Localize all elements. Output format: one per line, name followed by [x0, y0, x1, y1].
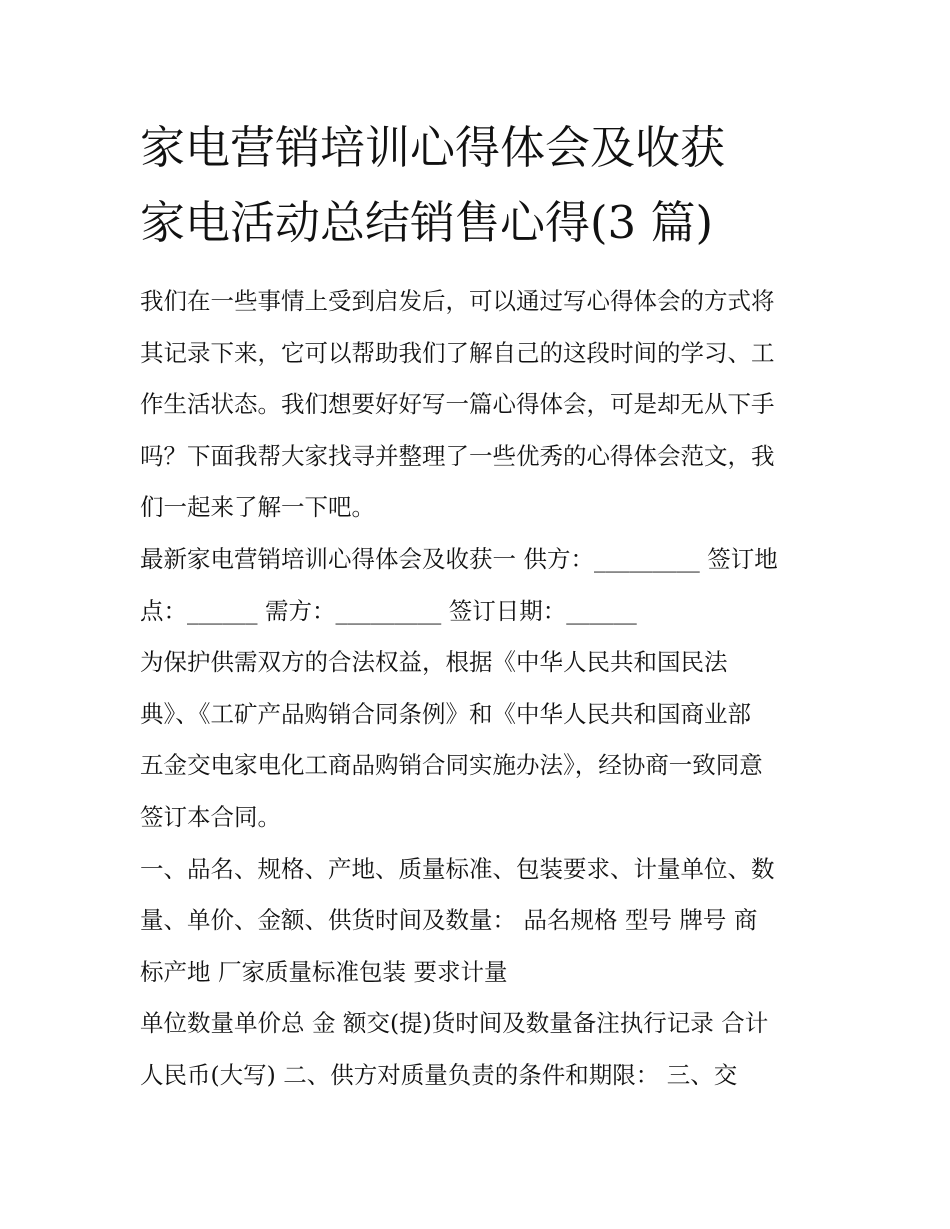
body-line: 们一起来了解一下吧。 [140, 493, 375, 522]
body-line: 量、单价、金额、供货时间及数量： 品名规格 型号 牌号 商 [140, 906, 758, 935]
body-line: 为保护供需双方的合法权益，根据《中华人民共和国民法 [140, 648, 728, 677]
body-line: 单位数量单价总 金 额交(提)货时间及数量备注执行记录 合计 [140, 1009, 769, 1038]
body-line: 人民币(大写) 二、供方对质量负责的条件和期限： 三、交 [140, 1060, 738, 1089]
document-body [140, 276, 820, 1102]
title-line-2: 家电活动总结销售心得(3 篇) [140, 196, 714, 249]
body-line: 典》、《工矿产品购销合同条例》和《中华人民共和国商业部 [140, 699, 751, 728]
body-line: 最新家电营销培训心得体会及收获一 供方：_________ 签订地 [140, 544, 778, 573]
body-line: 作生活状态。我们想要好好写一篇心得体会，可是却无从下手 [140, 390, 775, 419]
body-line: 五金交电家电化工商品购销合同实施办法》，经协商一致同意 [140, 751, 763, 780]
body-line: 标产地 厂家质量标准包装 要求计量 [140, 957, 508, 986]
document-title [140, 110, 840, 260]
body-line: 我们在一些事情上受到启发后，可以通过写心得体会的方式将 [140, 287, 775, 315]
body-line: 其记录下来，它可以帮助我们了解自己的这段时间的学习、工 [140, 338, 775, 367]
title-line-1: 家电营销培训心得体会及收获 [140, 121, 726, 174]
body-line: 点：______ 需方：_________ 签订日期：______ [140, 596, 637, 625]
body-line: 一、品名、规格、产地、质量标准、包装要求、计量单位、数 [140, 854, 775, 883]
body-line: 吗？下面我帮大家找寻并整理了一些优秀的心得体会范文，我 [140, 441, 775, 470]
body-line: 签订本合同。 [140, 802, 281, 831]
